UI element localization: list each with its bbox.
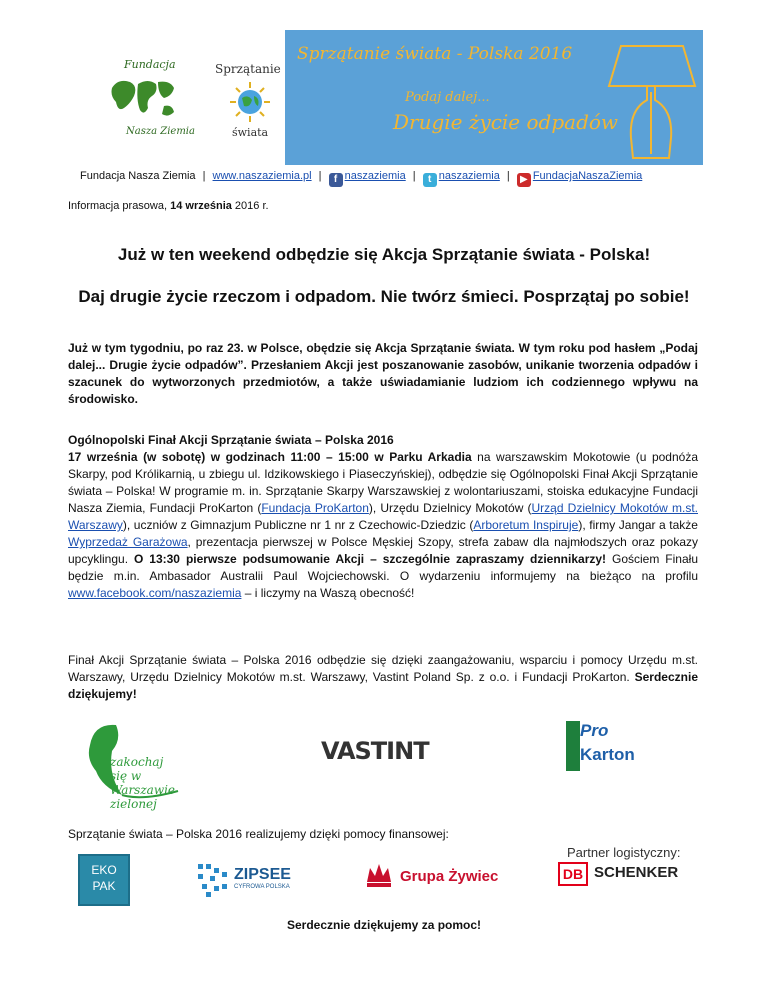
final-text: ), firmy Jangar a także — [578, 518, 698, 532]
vastint-logo: VASTINT — [321, 737, 429, 765]
world-map-icon — [108, 74, 178, 124]
prokarton-bar — [566, 721, 580, 771]
campaign-logo-top: Sprzątanie — [215, 62, 281, 76]
final-heading: Ogólnopolski Finał Akcji Sprzątanie świata – Polska 2016 — [68, 433, 394, 447]
separator: | — [202, 170, 206, 182]
final-text: na warszawskim Mokotowie (u podnóża Skarpy, pod Królikarnią, u zbiegu ul. Idzikowskiego i Piaseczyńskiej), odbędzie się Ogólnopolski Finał Akcji Sprzątanie świata – Polska! W programie m. in. Sprzątanie Skarpy Warszawskiej z wolontariuszami, stoiska edukacyjne Fundacji Nasza Ziemia, Fundacji ProKarton ( — [68, 450, 698, 515]
final-text: – i liczymy na Waszą obecność! — [241, 586, 415, 600]
facebook-icon: f — [329, 173, 343, 187]
prokarton-top: Pro — [580, 721, 609, 740]
schenker-text: SCHENKER — [594, 864, 679, 881]
subheadline: Daj drugie życie rzeczom i odpadom. Nie twórz śmieci. Posprzątaj po sobie! — [78, 287, 690, 306]
separator: | — [318, 170, 322, 182]
press-year: 2016 r. — [231, 200, 269, 212]
closing-thanks: Serdecznie dziękujemy za pomoc! — [286, 918, 482, 932]
prokarton-logo — [566, 721, 636, 773]
final-text: ), Urzędu Dzielnicy Mokotów ( — [368, 501, 532, 515]
support-thanks: Serdecznie dziękujemy! — [68, 670, 698, 701]
campaign-tagline-small: Podaj dalej... — [405, 90, 490, 105]
youtube-link[interactable]: FundacjaNaszaZiemia — [532, 170, 643, 182]
grupa-zywiec-text: Grupa Żywiec — [400, 868, 499, 885]
final-text: Gościem Finału będzie m.in. Ambasador Australii Paul Wojciechowski. O wydarzeniu informujemy na bieżąco na profilu — [68, 552, 698, 583]
header-banner — [68, 30, 703, 165]
green-warsaw-logo — [82, 715, 182, 811]
final-event-paragraph — [68, 432, 698, 602]
campaign-title: Sprzątanie świata - Polska 2016 — [297, 44, 573, 64]
prokarton-bottom: Karton — [580, 745, 635, 764]
mokotow-link[interactable]: Urząd Dzielnicy Mokotów m.st. Warszawy — [68, 501, 698, 532]
db-mark: DB — [558, 862, 588, 886]
grupa-zywiec-logo — [364, 858, 534, 898]
campaign-logo-bottom: świata — [232, 126, 269, 139]
financing-label: Sprzątanie świata – Polska 2016 realizujemy dzięki pomocy finansowej: — [68, 827, 449, 841]
press-release-date — [68, 200, 269, 212]
intro-paragraph: Już w tym tygodniu, po raz 23. w Polsce, obędzie się Akcja Sprzątanie świata. W tym roku pod hasłem „Podaj dalej... Drugie życie odpadów”. Przesłaniem Akcji jest poszanowanie zasobów, unikanie tworzenia odpadów i szacunek do wytworzonych przedmiotów, a także uświadamianie ludziom ich codziennego wpływu na środowisko. — [68, 341, 698, 406]
foundation-logo-top: Fundacja — [124, 58, 176, 71]
twitter-link[interactable]: naszaziemia — [438, 170, 500, 182]
campaign-banner — [285, 30, 703, 165]
organization-name: Fundacja Nasza Ziemia — [80, 170, 196, 182]
lamp-bottle-illustration — [603, 38, 699, 162]
campaign-tagline: Drugie życie odpadów — [393, 110, 619, 134]
logistics-partner-label: Partner logistyczny: — [567, 845, 681, 860]
final-when: 17 września (w sobotę) w godzinach 11:00 – 15:00 w Parku Arkadia — [68, 450, 472, 464]
ekopak-bottom: PAK — [92, 879, 116, 893]
foundation-logo-bottom: Nasza Ziemia — [126, 126, 195, 137]
separator: | — [412, 170, 416, 182]
website-link[interactable]: www.naszaziemia.pl — [212, 170, 312, 182]
facebook-profile-link[interactable]: www.facebook.com/naszaziemia — [68, 586, 242, 600]
crown-icon — [364, 860, 394, 890]
sponsor-logos-row — [68, 715, 698, 811]
final-text: , prezentacja pierwszej w Polsce Męskiej Szopy, strefa zabaw dla najmłodszych oraz pokazy upcyklingu. — [68, 535, 699, 566]
facebook-link[interactable]: naszaziemia — [344, 170, 406, 182]
green-warsaw-text: zakochaj się w Warszawie zielonej — [110, 755, 176, 811]
arboretum-link[interactable]: Arboretum Inspiruje — [473, 518, 579, 532]
support-paragraph — [68, 652, 698, 703]
press-invite: O 13:30 pierwsze podsumowanie Akcji – szczególnie zapraszamy dziennikarzy! — [134, 552, 607, 566]
globe-icon — [230, 82, 270, 122]
db-schenker-logo — [558, 862, 698, 892]
ekopak-top: EKO — [91, 863, 117, 877]
headline: Już w ten weekend odbędzie się Akcja Sprzątanie świata - Polska! — [117, 245, 651, 264]
support-text: Finał Akcji Sprzątanie świata – Polska 2016 odbędzie się dzięki zaangażowaniu, wsparciu i pomocy Urzędu m.st. Warszawy, Urzędu Dzielnicy Mokotów m.st. Warszawy, Vastint Poland Sp. z o.o. i Fundacji ProKarton. — [68, 653, 698, 684]
garage-sale-link[interactable]: Wyprzedaż Garażowa — [68, 535, 188, 549]
separator: | — [506, 170, 510, 182]
banner-logos — [68, 30, 285, 165]
zipsee-sub: CYFROWA POLSKA — [234, 884, 290, 890]
zipsee-dots-icon — [196, 862, 232, 898]
financing-logos-row — [68, 848, 698, 918]
prokarton-link[interactable]: Fundacja ProKarton — [261, 501, 369, 515]
youtube-icon: ▶ — [517, 173, 531, 187]
zipsee-logo — [196, 862, 306, 902]
press-date: 14 września — [170, 200, 232, 212]
header-link-row — [80, 170, 642, 187]
final-text: ), uczniów z Gimnazjum Publiczne nr 1 nr z Czechowic-Dziedzic ( — [122, 518, 474, 532]
ekopak-logo — [78, 854, 130, 906]
zipsee-name: ZIPSEE — [234, 866, 291, 883]
twitter-icon: t — [423, 173, 437, 187]
press-label: Informacja prasowa, — [68, 200, 171, 212]
